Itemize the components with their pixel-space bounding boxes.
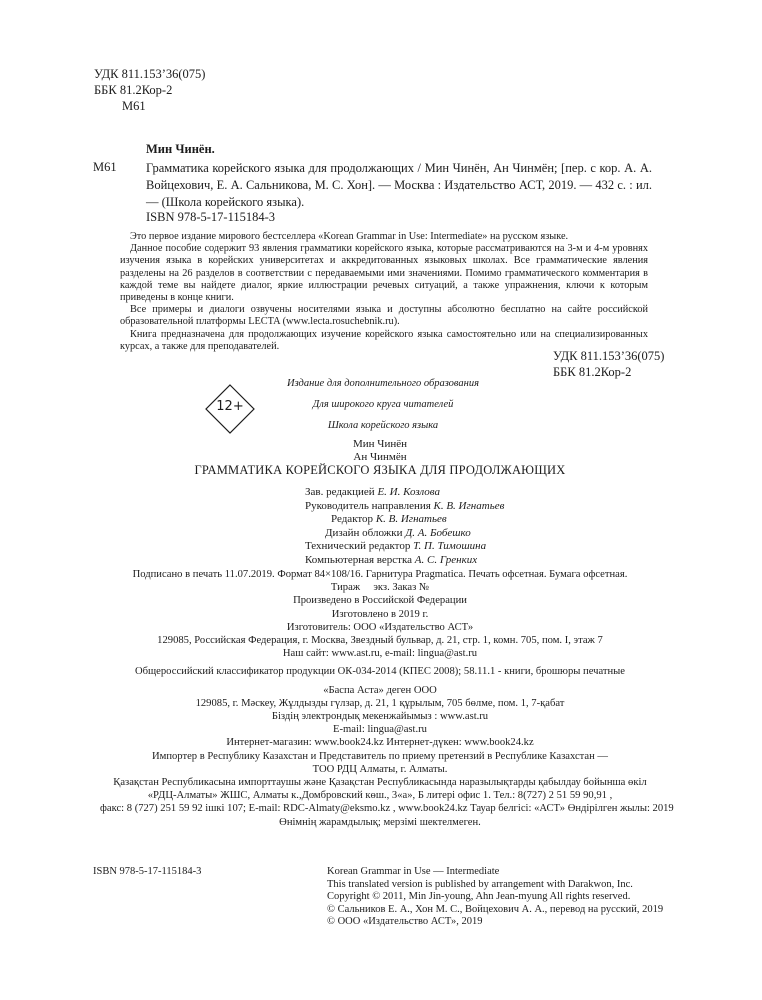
age-rating: 12+ — [216, 399, 244, 414]
right-classification — [553, 348, 664, 380]
credit-role: Дизайн обложки — [325, 526, 403, 539]
credit-name: К. В. Игнатьев — [375, 513, 447, 525]
imprint-kz-line: Өнімнің жарамдылық; мерзімі шектелмеген. — [279, 816, 481, 828]
credit-role: Компьютерная верстка — [305, 553, 413, 566]
series-line: Для широкого круга читателей — [312, 399, 454, 410]
copyright-block — [327, 866, 663, 929]
credits-block — [305, 486, 504, 567]
imprint-year: Изготовлено в 2019 г. — [331, 608, 429, 620]
imprint-print-run: Тираж экз. Заказ № — [330, 582, 430, 594]
bbk-code: ББК 81.2Кор-2 — [94, 83, 173, 97]
credit-name: Е. И. Козлова — [377, 486, 441, 498]
annotation-paragraph: Книга предназначена для продолжающих изучение корейского языка самостоятельно или на специализированных курсах, а также для преподавателей. — [120, 328, 648, 352]
credit-name: А. С. Гренких — [414, 553, 478, 566]
isbn-top: ISBN 978-5-17-115184-3 — [146, 210, 276, 224]
credit-line — [305, 500, 504, 514]
credit-role: Технический редактор — [305, 540, 411, 552]
series-line: Школа корейского языка — [327, 420, 439, 431]
credit-role: Зав. редакцией — [305, 486, 375, 498]
imprint-kz-line: Біздің электрондық мекенжайымыз : www.ast.ru — [271, 711, 489, 723]
annotation-paragraph: Это первое издание мирового бестселлера «Korean Grammar in Use: Intermediate» на русском языке. — [130, 231, 569, 242]
imprint-kz-line: Импортер в Республику Казахстан и Представитель по приему претензий в Республике Казахстан — — [151, 750, 609, 762]
series-info — [268, 378, 498, 441]
imprint-kz-line: «Баспа Аста» деген ООО — [323, 684, 437, 696]
credit-line — [305, 513, 504, 527]
credit-name: Д. А. Бобешко — [405, 526, 471, 539]
imprint-address: 129085, Российская Федерация, г. Москва, Звездный бульвар, д. 21, стр. 1, комн. 705, пом. I, этаж 7 — [157, 635, 603, 647]
udk-code-right: УДК 811.153’36(075) — [553, 349, 665, 363]
imprint-okp: Общероссийский классификатор продукции ОК-034-2014 (КПЕС 2008); 58.11.1 - книги, брошюры печатные — [134, 666, 626, 678]
imprint-kz-line: ТОО РДЦ Алматы, г. Алматы. — [312, 763, 448, 775]
imprint-kz-line: «РДЦ-Алматы» ЖШС, Алматы к.,Домбровский көш., 3«а», Б литері офис 1. Тел.: 8(727) 2 51 59 90,91 , — [147, 790, 613, 802]
credit-role: Руководитель направления — [305, 499, 431, 512]
copyright-line: © Сальников Е. А., Хон М. С., Войцехович А. А., перевод на русский, 2019 — [327, 903, 664, 915]
imprint-kz-line: E-mail: lingua@ast.ru — [333, 724, 427, 736]
credit-line — [305, 527, 504, 541]
imprint-kz-line: Қазақстан Республикасына импорттаушы және Қазақстан Республикасында наразылықтарды қабылдау бойынша өкіл — [113, 777, 647, 789]
imprint-kz-line: 129085, г. Мәскеу, Жұлдызды гүлзар, д. 21, 1 құрылым, 705 бөлме, пом. 1, 7-қабат — [195, 697, 565, 709]
credit-name: К. В. Игнатьев — [433, 499, 505, 512]
copyright-line: Korean Grammar in Use — Intermediate — [327, 866, 500, 877]
imprint-signed: Подписано в печать 11.07.2019. Формат 84×108/16. Гарнитура Pragmatica. Печать офсетная. Бумага офсетная. — [132, 569, 628, 580]
annotation-paragraph: Данное пособие содержит 93 явления грамматики корейского языка, которые рассматриваются на 3-м и 4-м уровнях изучения языка в корейских университетах и аккредитованных языковых школах. Все грамматические явления разделены на 26 разделов в соответствии с передаваемыми ими значениями. Помимо грамматического комментария в каждой теме вы найдете диалог, яркие иллюстрации речевых ситуаций, а также упражнения, ключи к которым приведены в конце книги. — [120, 243, 648, 304]
copyright-line: This translated version is published by arrangement with Darakwon, Inc. — [327, 878, 633, 890]
credit-line — [305, 540, 504, 554]
credit-line — [305, 486, 504, 500]
imprint-kz-line: Интернет-магазин: www.book24.kz Интернет-дүкен: www.book24.kz — [226, 737, 534, 749]
author-mark: М61 — [122, 99, 146, 113]
credit-role: Редактор — [331, 513, 374, 525]
imprint-block — [100, 568, 674, 829]
book-title: ГРАММАТИКА КОРЕЙСКОГО ЯЗЫКА ДЛЯ ПРОДОЛЖАЮЩИХ — [194, 463, 566, 477]
author-heading: Мин Чинён. — [146, 142, 215, 156]
credit-line — [305, 554, 504, 568]
imprint-kz-line: факс: 8 (727) 251 59 92 ішкі 107; E-mail: RDC-Almaty@eksmo.kz , www.book24.kz Тауар белгісі: «АСТ» Өндірілген жылы: 2019 — [100, 803, 674, 815]
series-line: Издание для дополнительного образования — [286, 378, 480, 389]
author-name: Ан Чинмён — [353, 451, 407, 463]
top-classification — [94, 66, 205, 114]
imprint-manufacturer: Изготовитель: ООО «Издательство АСТ» — [286, 621, 474, 633]
author-name: Мин Чинён — [353, 438, 407, 450]
imprint-web: Наш сайт: www.ast.ru, e-mail: lingua@ast.ru — [282, 648, 478, 660]
bbk-code-right: ББК 81.2Кор-2 — [553, 365, 632, 379]
author-mark-left: М61 — [93, 160, 117, 174]
credit-name: Т. П. Тимошина — [413, 540, 487, 552]
copyright-line: Copyright © 2011, Min Jin-young, Ahn Jean-myung All rights reserved. — [327, 891, 631, 902]
annotation-paragraph: Все примеры и диалоги озвучены носителями языка и доступны абсолютно бесплатно на сайте российской образовательной платформы LECTA (www.lecta.rosuchebnik.ru). — [120, 304, 648, 328]
imprint-made-in: Произведено в Российской Федерации — [293, 595, 467, 607]
bibliographic-description: Грамматика корейского языка для продолжающих / Мин Чинён, Ан Чинмён; [пер. с кор. А. А. Войцехович, Е. А. Сальникова, М. С. Хон]. — Москва : Издательство АСТ, 2019. — 432 с. : ил. — (Школа корейского языка). — [146, 161, 652, 209]
isbn-bottom: ISBN 978-5-17-115184-3 — [93, 866, 202, 877]
annotation — [120, 231, 648, 353]
copyright-line: © ООО «Издательство АСТ», 2019 — [327, 916, 483, 927]
udk-code: УДК 811.153’36(075) — [94, 67, 206, 81]
authors-block — [100, 438, 660, 477]
